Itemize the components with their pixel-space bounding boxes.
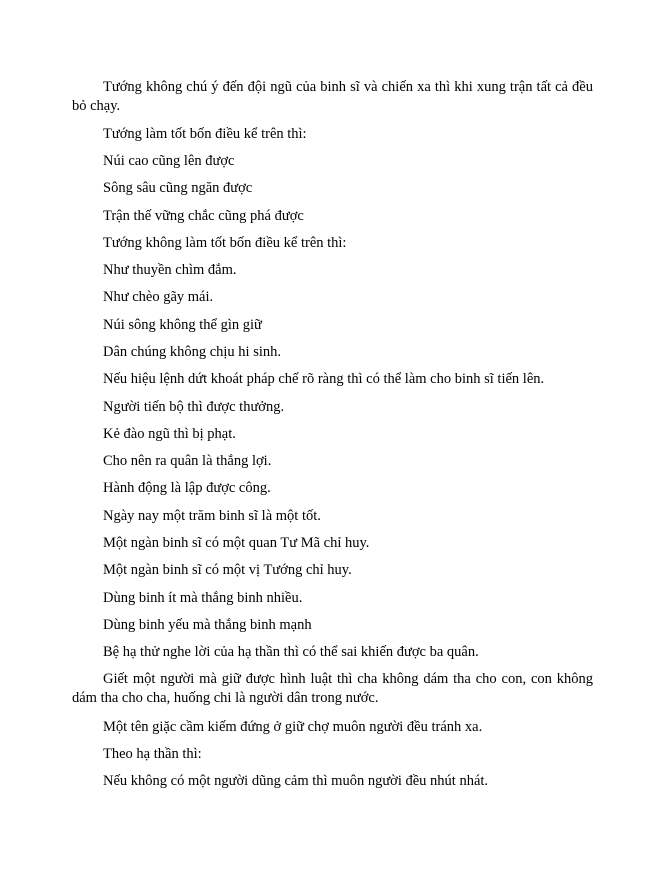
paragraph: Một tên giặc cầm kiếm đứng ở giữ chợ muôn người đều tránh xa. — [103, 719, 483, 735]
paragraph: Tướng làm tốt bốn điều kể trên thì: — [103, 126, 307, 142]
paragraph: Kẻ đào ngũ thì bị phạt. — [103, 426, 236, 442]
paragraph: Núi sông không thể gìn giữ — [103, 317, 262, 333]
paragraph: Trận thế vững chắc cũng phá được — [103, 208, 304, 224]
paragraph: Cho nên ra quân là thắng lợi. — [103, 453, 272, 469]
paragraph: Tướng không làm tốt bốn điều kể trên thì: — [103, 235, 347, 251]
paragraph: Tướng không chú ý đến đội ngũ của binh sĩ và chiến xa thì khi xung trận tất cả đều bỏ chạy. — [72, 79, 593, 114]
paragraph: Theo hạ thần thì: — [103, 746, 202, 762]
paragraph: Ngày nay một trăm binh sĩ là một tốt. — [103, 508, 321, 524]
paragraph: Giết một người mà giữ được hình luật thì cha không dám tha cho con, con không dám tha cho cha, huống chi là người dân trong nước. — [72, 671, 593, 706]
paragraph: Hành động là lập được công. — [103, 480, 271, 496]
paragraph: Như chèo gãy mái. — [103, 289, 214, 305]
paragraph: Một ngàn binh sĩ có một vị Tướng chỉ huy. — [103, 562, 352, 578]
paragraph: Nếu hiệu lệnh dứt khoát pháp chế rõ ràng thì có thể làm cho binh sĩ tiến lên. — [103, 371, 545, 387]
paragraph: Người tiến bộ thì được thưởng. — [103, 399, 285, 415]
paragraph: Bệ hạ thử nghe lời của hạ thần thì có thể sai khiến được ba quân. — [103, 644, 479, 660]
paragraph: Nếu không có một người dũng cảm thì muôn người đều nhút nhát. — [103, 773, 489, 789]
paragraph: Một ngàn binh sĩ có một quan Tư Mã chỉ huy. — [103, 535, 370, 551]
paragraph: Dùng binh yếu mà thắng binh mạnh — [103, 617, 312, 633]
paragraph: Dùng binh ít mà thắng binh nhiều. — [103, 590, 303, 606]
paragraph: Dân chúng không chịu hi sinh. — [103, 344, 282, 360]
paragraph: Sông sâu cũng ngăn được — [103, 180, 253, 196]
paragraph: Như thuyền chìm đắm. — [103, 262, 237, 278]
paragraph: Núi cao cũng lên được — [103, 153, 235, 169]
